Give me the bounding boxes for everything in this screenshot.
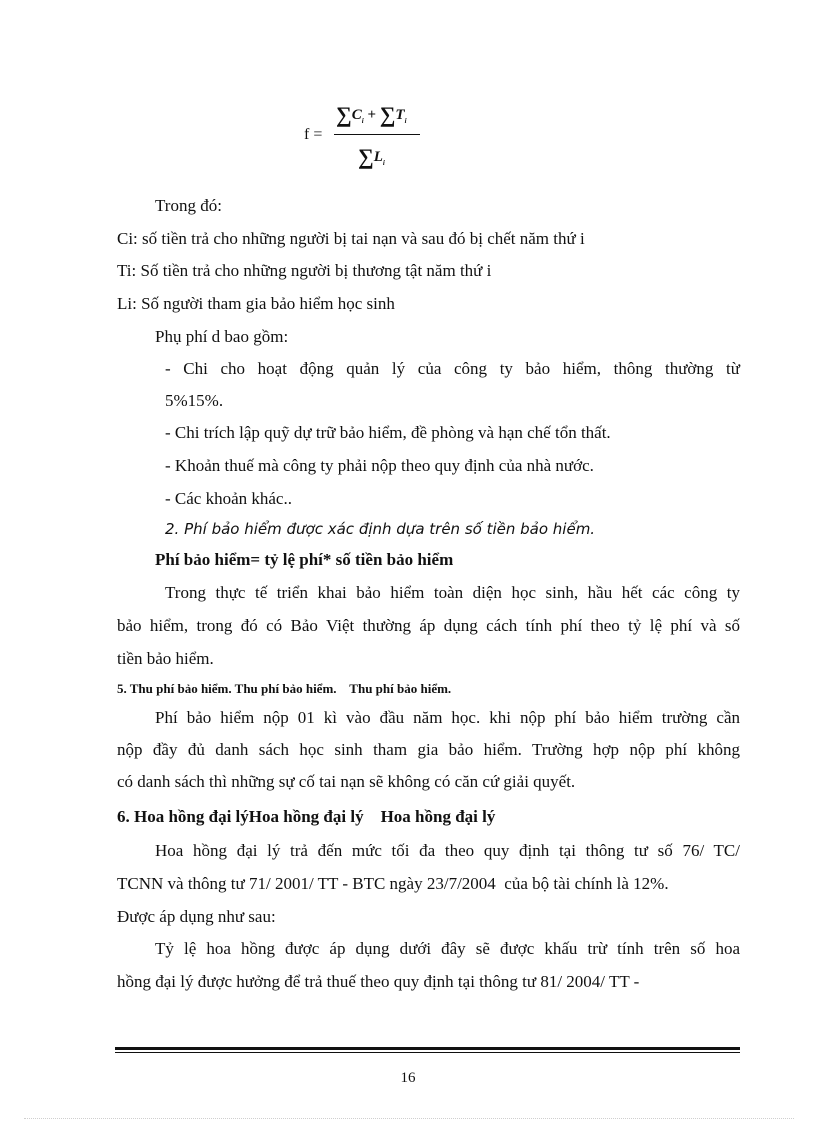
- text-line: Hoa hồng đại lý trả đến mức tối đa theo quy định tại thông tư số 76/ TC/: [155, 841, 740, 860]
- text-line: tiền bảo hiểm.: [117, 649, 214, 668]
- text-line: Tỷ lệ hoa hồng được áp dụng dưới đây sẽ được khấu trừ tính trên số hoa: [155, 939, 740, 958]
- text-line: Phụ phí d bao gồm:: [155, 327, 289, 346]
- text-line-italic: 2. Phí bảo hiểm được xác định dựa trên số tiền bảo hiểm.: [165, 520, 596, 538]
- footer-rule-thick: [115, 1047, 740, 1050]
- text-line: - Chi trích lập quỹ dự trữ bảo hiểm, đề phòng và hạn chế tổn thất.: [165, 423, 611, 442]
- formula-numerator: $\sum C_i + \sum T_i$: [336, 102, 407, 127]
- text-line: - Chi cho hoạt động quản lý của công ty bảo hiểm, thông thường từ: [165, 359, 740, 378]
- footer-rule-thin: [115, 1052, 740, 1053]
- formula-lhs: f =: [304, 126, 323, 143]
- text-line: TCNN và thông tư 71/ 2001/ TT - BTC ngày 23/7/2004 của bộ tài chính là 12%.: [117, 874, 669, 893]
- section-heading-5: 5. Thu phí bảo hiểm. Thu phí bảo hiểm. Thu phí bảo hiểm.: [117, 681, 452, 696]
- text-line: - Khoản thuế mà công ty phải nộp theo quy định của nhà nước.: [165, 456, 594, 475]
- page-edge-divider: [24, 1118, 794, 1119]
- premium-formula: [300, 96, 450, 186]
- text-line: Phí bảo hiểm nộp 01 kì vào đầu năm học. khi nộp phí bảo hiểm trường cần: [155, 708, 740, 727]
- text-line: Được áp dụng như sau:: [117, 907, 276, 926]
- text-line-bold: Phí bảo hiểm= tỷ lệ phí* số tiền bảo hiểm: [155, 550, 454, 569]
- section-heading-6: 6. Hoa hồng đại lýHoa hồng đại lý Hoa hồng đại lý: [117, 807, 496, 826]
- text-line: - Các khoản khác..: [165, 489, 292, 508]
- text-line: có danh sách thì những sự cố tai nạn sẽ không có căn cứ giải quyết.: [117, 772, 576, 791]
- text-line: 5%15%.: [165, 391, 224, 410]
- text-line: Ci: số tiền trả cho những người bị tai nạn và sau đó bị chết năm thứ i: [117, 229, 585, 248]
- fraction-bar: [334, 134, 420, 135]
- text-line: bảo hiểm, trong đó có Bảo Việt thường áp dụng cách tính phí theo tỷ lệ phí và số: [117, 616, 740, 635]
- text-line: nộp đầy đủ danh sách học sinh tham gia bảo hiểm. Trường hợp nộp phí không: [117, 740, 740, 759]
- text-line: Trong đó:: [155, 196, 222, 215]
- formula-denominator: $\sum L_i$: [358, 144, 385, 169]
- page-number: 16: [400, 1070, 416, 1086]
- text-line: Li: Số người tham gia bảo hiểm học sinh: [117, 294, 395, 313]
- text-line: hồng đại lý được hưởng để trả thuế theo quy định tại thông tư 81/ 2004/ TT -: [117, 972, 640, 991]
- text-line: Trong thực tế triển khai bảo hiểm toàn diện học sinh, hầu hết các công ty: [165, 583, 740, 602]
- text-line: Ti: Số tiền trả cho những người bị thương tật năm thứ i: [117, 261, 492, 280]
